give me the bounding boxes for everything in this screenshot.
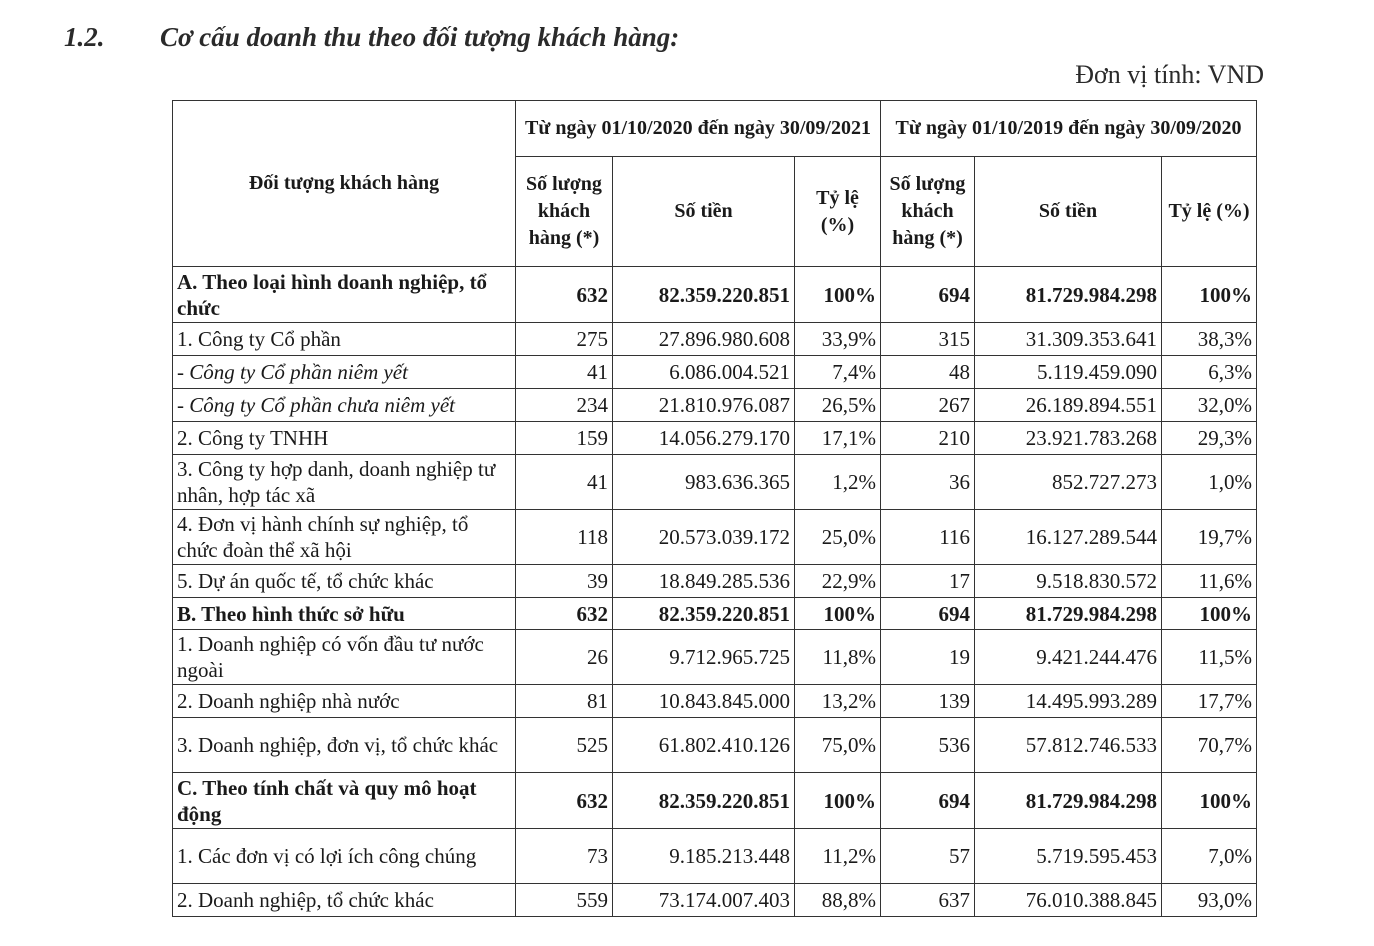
amount-2020: 81.729.984.298 [975, 773, 1162, 829]
ratio-2021: 75,0% [795, 718, 881, 773]
amount-2020: 31.309.353.641 [975, 323, 1162, 356]
header-ratio-2021: Tỷ lệ (%) [795, 157, 881, 267]
count-2021: 525 [516, 718, 613, 773]
amount-2021: 18.849.285.536 [613, 565, 795, 598]
amount-2021: 73.174.007.403 [613, 884, 795, 917]
amount-2020: 9.421.244.476 [975, 630, 1162, 685]
count-2020: 36 [881, 455, 975, 510]
row-label: 2. Doanh nghiệp, tổ chức khác [173, 884, 516, 917]
count-2021: 39 [516, 565, 613, 598]
header-customer: Đối tượng khách hàng [173, 101, 516, 267]
table-row [173, 389, 1257, 422]
ratio-2020: 11,6% [1162, 565, 1257, 598]
count-2020: 694 [881, 267, 975, 323]
ratio-2021: 100% [795, 773, 881, 829]
amount-2020: 26.189.894.551 [975, 389, 1162, 422]
header-ratio-2020: Tỷ lệ (%) [1162, 157, 1257, 267]
table-row [173, 565, 1257, 598]
count-2020: 210 [881, 422, 975, 455]
table-row [173, 718, 1257, 773]
count-2021: 41 [516, 455, 613, 510]
table-row [173, 422, 1257, 455]
ratio-2020: 93,0% [1162, 884, 1257, 917]
section-heading [64, 22, 679, 53]
table-row [173, 356, 1257, 389]
table-row [173, 829, 1257, 884]
ratio-2021: 17,1% [795, 422, 881, 455]
row-label: 3. Công ty hợp danh, doanh nghiệp tư nhân, hợp tác xã [173, 455, 516, 510]
count-2020: 694 [881, 598, 975, 630]
count-2021: 41 [516, 356, 613, 389]
section-number: 1.2. [64, 22, 105, 52]
count-2021: 632 [516, 773, 613, 829]
amount-2021: 82.359.220.851 [613, 598, 795, 630]
ratio-2021: 11,8% [795, 630, 881, 685]
amount-2021: 27.896.980.608 [613, 323, 795, 356]
ratio-2020: 100% [1162, 773, 1257, 829]
row-label: A. Theo loại hình doanh nghiệp, tổ chức [173, 267, 516, 323]
count-2020: 637 [881, 884, 975, 917]
count-2020: 315 [881, 323, 975, 356]
ratio-2021: 33,9% [795, 323, 881, 356]
count-2020: 694 [881, 773, 975, 829]
ratio-2020: 11,5% [1162, 630, 1257, 685]
amount-2021: 6.086.004.521 [613, 356, 795, 389]
ratio-2020: 29,3% [1162, 422, 1257, 455]
count-2020: 48 [881, 356, 975, 389]
amount-2020: 57.812.746.533 [975, 718, 1162, 773]
table-row [173, 598, 1257, 630]
ratio-2020: 38,3% [1162, 323, 1257, 356]
amount-2021: 82.359.220.851 [613, 267, 795, 323]
header-amount-2020: Số tiền [975, 157, 1162, 267]
revenue-structure-table [172, 100, 1257, 917]
row-label: 1. Các đơn vị có lợi ích công chúng [173, 829, 516, 884]
count-2020: 17 [881, 565, 975, 598]
count-2020: 19 [881, 630, 975, 685]
amount-2020: 5.719.595.453 [975, 829, 1162, 884]
table-row [173, 884, 1257, 917]
row-label: 1. Công ty Cổ phần [173, 323, 516, 356]
ratio-2021: 26,5% [795, 389, 881, 422]
ratio-2020: 70,7% [1162, 718, 1257, 773]
amount-2020: 23.921.783.268 [975, 422, 1162, 455]
amount-2020: 16.127.289.544 [975, 510, 1162, 565]
amount-2020: 76.010.388.845 [975, 884, 1162, 917]
table-row [173, 630, 1257, 685]
amount-2021: 21.810.976.087 [613, 389, 795, 422]
ratio-2020: 6,3% [1162, 356, 1257, 389]
ratio-2021: 7,4% [795, 356, 881, 389]
count-2021: 81 [516, 685, 613, 718]
count-2020: 536 [881, 718, 975, 773]
ratio-2021: 25,0% [795, 510, 881, 565]
row-label: 2. Doanh nghiệp nhà nước [173, 685, 516, 718]
table-header [173, 101, 1257, 267]
row-label: - Công ty Cổ phần niêm yết [173, 356, 516, 389]
ratio-2021: 22,9% [795, 565, 881, 598]
ratio-2021: 88,8% [795, 884, 881, 917]
header-period-2021: Từ ngày 01/10/2020 đến ngày 30/09/2021 [516, 101, 881, 157]
count-2020: 267 [881, 389, 975, 422]
ratio-2021: 13,2% [795, 685, 881, 718]
row-label: 3. Doanh nghiệp, đơn vị, tổ chức khác [173, 718, 516, 773]
amount-2021: 9.712.965.725 [613, 630, 795, 685]
table-row [173, 685, 1257, 718]
unit-label: Đơn vị tính: VND [1075, 60, 1264, 89]
count-2021: 234 [516, 389, 613, 422]
header-count-2020: Số lượng khách hàng (*) [881, 157, 975, 267]
section-title: Cơ cấu doanh thu theo đối tượng khách hàng: [160, 22, 680, 52]
amount-2020: 852.727.273 [975, 455, 1162, 510]
count-2021: 632 [516, 267, 613, 323]
table-row [173, 323, 1257, 356]
amount-2021: 983.636.365 [613, 455, 795, 510]
count-2021: 159 [516, 422, 613, 455]
count-2021: 559 [516, 884, 613, 917]
amount-2020: 81.729.984.298 [975, 598, 1162, 630]
ratio-2020: 100% [1162, 267, 1257, 323]
count-2021: 26 [516, 630, 613, 685]
ratio-2021: 100% [795, 598, 881, 630]
ratio-2021: 100% [795, 267, 881, 323]
row-label: B. Theo hình thức sở hữu [173, 598, 516, 630]
ratio-2020: 100% [1162, 598, 1257, 630]
header-count-2021: Số lượng khách hàng (*) [516, 157, 613, 267]
count-2020: 116 [881, 510, 975, 565]
row-label: 1. Doanh nghiệp có vốn đầu tư nước ngoài [173, 630, 516, 685]
header-period-2020: Từ ngày 01/10/2019 đến ngày 30/09/2020 [881, 101, 1257, 157]
amount-2021: 82.359.220.851 [613, 773, 795, 829]
ratio-2021: 1,2% [795, 455, 881, 510]
ratio-2020: 17,7% [1162, 685, 1257, 718]
amount-2020: 9.518.830.572 [975, 565, 1162, 598]
count-2021: 632 [516, 598, 613, 630]
table-row [173, 455, 1257, 510]
amount-2021: 10.843.845.000 [613, 685, 795, 718]
amount-2020: 14.495.993.289 [975, 685, 1162, 718]
ratio-2020: 7,0% [1162, 829, 1257, 884]
amount-2021: 9.185.213.448 [613, 829, 795, 884]
count-2020: 139 [881, 685, 975, 718]
row-label: 2. Công ty TNHH [173, 422, 516, 455]
amount-2020: 5.119.459.090 [975, 356, 1162, 389]
count-2021: 275 [516, 323, 613, 356]
count-2021: 73 [516, 829, 613, 884]
amount-2021: 20.573.039.172 [613, 510, 795, 565]
ratio-2020: 1,0% [1162, 455, 1257, 510]
amount-2021: 61.802.410.126 [613, 718, 795, 773]
amount-2021: 14.056.279.170 [613, 422, 795, 455]
ratio-2020: 32,0% [1162, 389, 1257, 422]
table-row [173, 773, 1257, 829]
table-row [173, 267, 1257, 323]
ratio-2021: 11,2% [795, 829, 881, 884]
count-2021: 118 [516, 510, 613, 565]
row-label: C. Theo tính chất và quy mô hoạt động [173, 773, 516, 829]
count-2020: 57 [881, 829, 975, 884]
row-label: 4. Đơn vị hành chính sự nghiệp, tổ chức đoàn thể xã hội [173, 510, 516, 565]
row-label: - Công ty Cổ phần chưa niêm yết [173, 389, 516, 422]
table-body [173, 267, 1257, 917]
table-row [173, 510, 1257, 565]
amount-2020: 81.729.984.298 [975, 267, 1162, 323]
ratio-2020: 19,7% [1162, 510, 1257, 565]
header-amount-2021: Số tiền [613, 157, 795, 267]
row-label: 5. Dự án quốc tế, tổ chức khác [173, 565, 516, 598]
